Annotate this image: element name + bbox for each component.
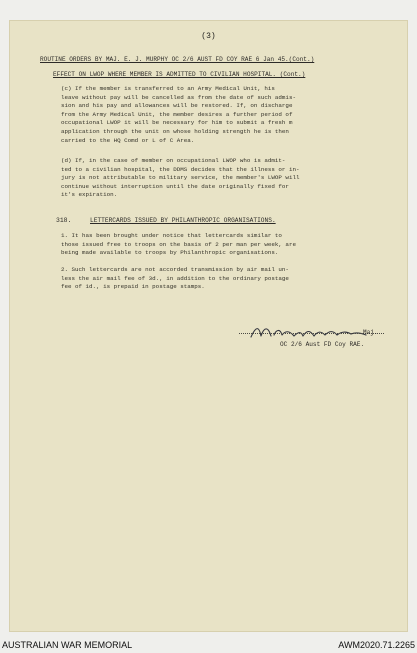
signature-rank: Maj. (363, 329, 378, 336)
lettercards-paragraph-1: 1. It has been brought under notice that lettercards similar to those issued free to troops on the basis of 2 per man per week, are being made available to troops by Philanthropic organisations. (61, 232, 296, 257)
paragraph-c: (c) If the member is transferred to an Army Medical Unit, his leave without pay will be cancelled as from the date of such admis- sion and his pay and allowances will be restored. If, on discharge from the Army Medical Unit, the member desires a further period of occupational LWOP it will be necessary for him to submit a fresh m application through the unit on whose holding strength he is then carried to the HQ Comd or L of C Area. (61, 85, 296, 144)
lettercards-heading: LETTERCARDS ISSUED BY PHILANTHROPIC ORGANISATIONS. (90, 217, 276, 224)
signature-title: OC 2/6 Aust FD Coy RAE. (280, 341, 365, 348)
archive-credit: AUSTRALIAN WAR MEMORIAL (2, 640, 133, 650)
document-page (9, 20, 408, 632)
archive-reference: AWM2020.71.2265 (338, 640, 415, 650)
handwritten-signature (247, 322, 377, 342)
effect-on-lwop-heading: EFFECT ON LWOP WHERE MEMBER IS ADMITTED TO CIVILIAN HOSPITAL. (Cont.) (53, 71, 306, 78)
page-number: (3) (201, 32, 216, 41)
routine-orders-heading: ROUTINE ORDERS BY MAJ. E. J. MURPHY OC 2/6 AUST FD COY RAE 6 Jan 45.(Cont.) (40, 56, 315, 63)
paragraph-d: (d) If, in the case of member on occupational LWOP who is admit- ted to a civilian hospital, the DDMS decides that the illness or in- jury is not attributable to military service, the member's LWOP will continue without interruption until the date originally fixed for it's expiration. (61, 157, 300, 199)
lettercards-paragraph-2: 2. Such lettercards are not accorded transmission by air mail un- less the air mail fee of 3d., in addition to the ordinary postage fee of 1d., is prepaid in postage stamps. (61, 266, 289, 291)
item-number: 318. (56, 217, 72, 224)
